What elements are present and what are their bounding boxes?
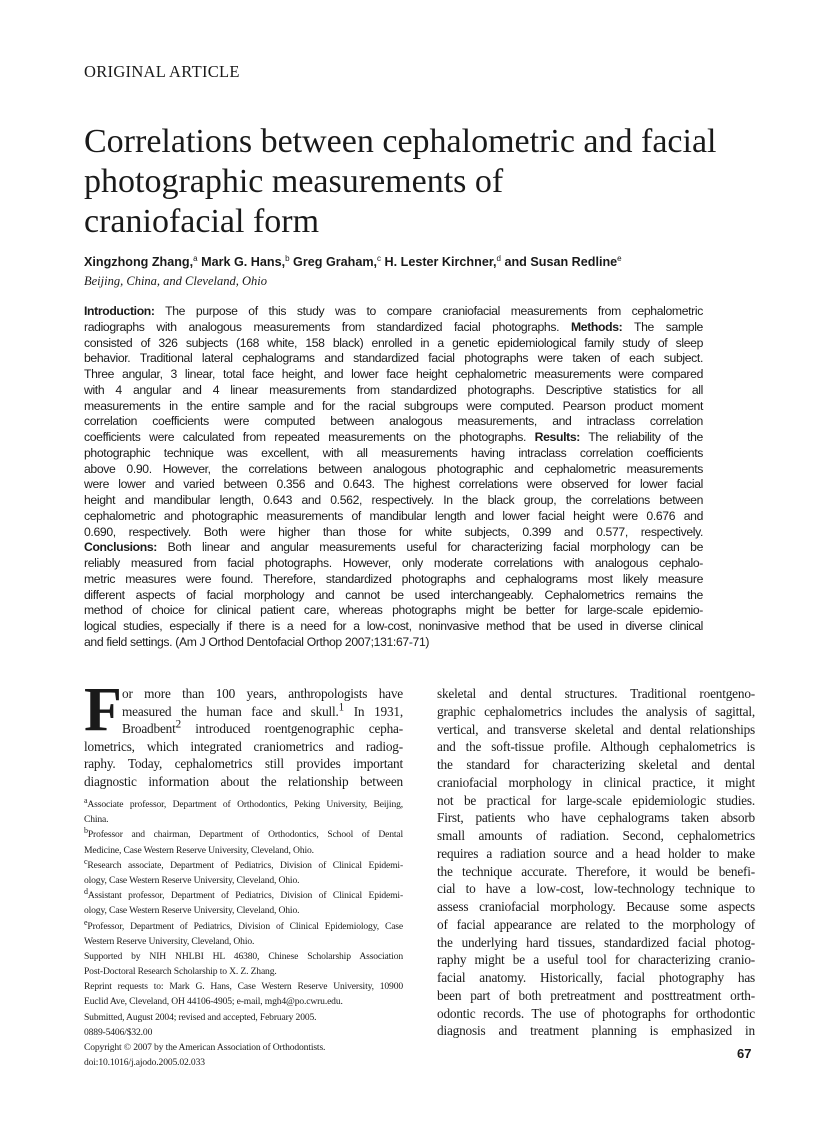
footnotes — [84, 797, 403, 1070]
body-line: facial anatomy. Historically, facial photography has — [437, 970, 755, 985]
body-line — [84, 773, 403, 791]
abstract-line — [84, 462, 703, 478]
footnote-mark: e — [84, 917, 88, 927]
footnote-text: ology, Case Western Reserve University, Cleveland, Ohio. — [84, 874, 300, 886]
footnote-line — [84, 827, 403, 842]
title-line: craniofacial form — [84, 203, 320, 240]
abstract-text: cephalometric and photographic measurements of mandibular length and lower facial height were 0.676 and — [84, 508, 703, 523]
abstract-line — [84, 351, 703, 367]
body-text: introduced roentgenographic cepha- — [180, 721, 403, 737]
body-line: the underlying hard tissues, standardized facial photog- — [437, 934, 755, 950]
footnote-mark: b — [84, 826, 88, 836]
body-text: diagnostic information about the relationship between — [84, 773, 403, 789]
abstract-line — [84, 446, 703, 462]
body-column-right — [437, 685, 755, 1040]
abstract-text: with 4 angular and 4 linear measurements from standardized photographs. Descriptive statistics for all — [84, 382, 703, 397]
abstract-section-label: Conclusions: — [84, 540, 157, 555]
footnote-line — [84, 964, 403, 979]
footnote-text: China. — [84, 814, 109, 826]
abstract-text: height and mandibular length, 0.643 and 0.562, respectively. In the black group, the correlations between — [84, 493, 703, 507]
abstract-text: and field settings. (Am J Orthod Dentofacial Orthop 2007;131:67-71) — [84, 634, 430, 649]
body-text: raphy. Today, cephalometrics still provides important — [84, 756, 403, 772]
footnote-line — [84, 797, 403, 812]
footnote-line — [84, 919, 403, 934]
abstract-text: The purpose of this study was to compare craniofacial measurements from cephalometric — [154, 304, 703, 318]
body-line — [84, 720, 403, 738]
abstract-section-label: Methods: — [570, 319, 623, 334]
abstract-text: were lower and varied between 0.356 and 0.643. The highest correlations were observed for lower facial — [84, 477, 703, 492]
abstract-line — [84, 619, 703, 635]
footnote-line — [84, 949, 403, 964]
footnote-text: Euclid Ave, Cleveland, OH 44106-4905; e-mail, mgh4@po.cwru.edu. — [84, 996, 343, 1008]
abstract-text: logical studies, especially if there is a need for a low-cost, noninvasive method that be used in diverse clinical — [84, 619, 703, 633]
body-line — [84, 738, 403, 756]
abstract-text: Three angular, 3 linear, total face height, and lower face height cephalometric measurements were compared — [84, 367, 703, 381]
abstract-text: metric measures were found. Therefore, standardized photographs and cephalograms most likely measure — [84, 571, 703, 586]
footnote-text: Reprint requests to: Mark G. Hans, Case Western Reserve University, 10900 — [84, 981, 403, 993]
footnote-line — [84, 903, 403, 918]
abstract-text: consisted of 326 subjects (168 white, 158 black) enrolled in a genetic epidemiological family study of sleep — [84, 335, 703, 350]
abstract-section-label: Results: — [534, 430, 580, 444]
abstract-line — [84, 320, 703, 336]
footnote-line — [84, 979, 403, 994]
abstract-line — [84, 572, 703, 588]
author-name: Xingzhong Zhang, — [84, 255, 194, 269]
reference-mark: 1 — [338, 701, 344, 714]
abstract-text: measurements in the entire sample and for the racial subgroups were computed. Pearson product moment — [84, 398, 703, 413]
author-affiliation-mark: d — [496, 253, 501, 263]
abstract-text: radiographs with analogous measurements from standardized facial photographs. — [84, 319, 571, 334]
body-line: vertical, and transverse skeletal and dental relationships — [437, 721, 755, 737]
body-text: In 1931, — [343, 703, 403, 719]
author-list — [84, 255, 622, 269]
abstract-text: photographic technique was excellent, with all measurements having intraclass correlation coefficients — [84, 445, 703, 460]
affiliation: Beijing, China, and Cleveland, Ohio — [84, 274, 267, 288]
footnote-mark: d — [84, 886, 88, 896]
abstract-line — [84, 603, 703, 619]
author-name: H. Lester Kirchner, — [381, 255, 497, 269]
abstract-text: method of choice for clinical patient care, whereas photographs might be better for large-scale epidemio- — [84, 603, 703, 618]
footnote-text: Medicine, Case Western Reserve University, Cleveland, Ohio. — [84, 844, 314, 856]
footnote-text: Submitted, August 2004; revised and accepted, February 2005. — [84, 1011, 317, 1023]
footnote-text: Professor, Department of Pediatrics, Division of Clinical Epidemiology, Case — [87, 920, 403, 932]
body-line: not be practical for large-scale epidemiologic studies. — [437, 792, 755, 808]
body-line — [84, 685, 403, 703]
body-line: assess craniofacial morphology. Because some aspects — [437, 899, 755, 914]
body-line: odontic records. The use of photographs for orthodontic — [437, 1005, 755, 1021]
footnote-text: Supported by NIH NHLBI HL 46380, Chinese Scholarship Association — [84, 950, 403, 962]
footnote-line — [84, 934, 403, 949]
abstract-line — [84, 635, 703, 651]
footnote-line — [84, 1040, 403, 1055]
body-line: raphy might be a useful tool for characterizing cranio- — [437, 952, 755, 968]
footnote-text: Assistant professor, Department of Pediatrics, Division of Clinical Epidemi- — [87, 890, 403, 902]
abstract-line — [84, 383, 703, 399]
body-line: and the soft-tissue profile. Although cephalometrics is — [437, 739, 755, 755]
body-text: or more than 100 years, anthropologists have — [122, 686, 403, 701]
footnote-line — [84, 888, 403, 903]
footnote-line — [84, 873, 403, 888]
footnote-text: Research associate, Department of Pediatrics, Division of Clinical Epidemi- — [87, 859, 403, 871]
abstract-line — [84, 588, 703, 604]
footnote-text: Post-Doctoral Research Scholarship to X. Z. Zhang. — [84, 966, 277, 978]
body-text: measured the human face and skull. — [122, 703, 339, 719]
abstract-text: above 0.90. However, the correlations between analogous photographic and cephalometric measurements — [84, 461, 703, 476]
abstract-text: The sample — [622, 319, 703, 334]
footnote-line — [84, 994, 403, 1009]
footnote-line — [84, 1055, 403, 1070]
body-text: lometrics, which integrated craniometrics and radiog- — [84, 738, 403, 754]
abstract-line — [84, 414, 703, 430]
body-line: the standard for characterizing skeletal and dental — [437, 757, 755, 772]
body-line: small amounts of radiation. Second, cephalometrics — [437, 828, 755, 843]
body-text: Broadbent — [122, 721, 176, 737]
article-title — [84, 122, 784, 242]
abstract-text: reliably measured from facial photographs. However, only moderate correlations with analogous cephalo- — [84, 556, 703, 570]
abstract-line — [84, 430, 703, 446]
body-line: of facial appearance are related to the morphology of — [437, 916, 755, 932]
page-number: 67 — [737, 1046, 752, 1061]
footnote-text: Copyright © 2007 by the American Association of Orthodontists. — [84, 1042, 326, 1053]
body-line — [84, 703, 403, 721]
author-affiliation-mark: e — [617, 253, 622, 263]
author-affiliation-mark: a — [193, 253, 198, 263]
drop-cap: F — [84, 676, 122, 744]
footnote-line — [84, 858, 403, 873]
body-line: skeletal and dental structures. Traditional roentgeno- — [437, 686, 755, 701]
footnote-text: Professor and chairman, Department of Orthodontics, School of Dental — [87, 829, 403, 841]
footnote-mark: c — [84, 856, 88, 866]
body-line: graphic cephalometrics includes the analysis of sagittal, — [437, 703, 755, 719]
reference-mark: 2 — [175, 718, 181, 731]
abstract-line — [84, 525, 703, 541]
footnote-text: 0889-5406/$32.00 — [84, 1026, 153, 1038]
abstract-text: coefficients were calculated from repeated measurements on the photographs. — [84, 430, 535, 444]
author-affiliation-mark: b — [285, 253, 290, 263]
abstract-line — [84, 493, 703, 509]
footnote-text: Western Reserve University, Cleveland, Ohio. — [84, 935, 255, 947]
abstract-line — [84, 304, 703, 320]
abstract-line — [84, 540, 703, 556]
footnote-text: ology, Case Western Reserve University, Cleveland, Ohio. — [84, 905, 300, 917]
footnote-mark: a — [84, 795, 88, 805]
abstract-line — [84, 509, 703, 525]
abstract-line — [84, 336, 703, 352]
body-line — [84, 755, 403, 773]
author-name: Mark G. Hans, — [197, 255, 286, 269]
body-line: the technique accurate. Therefore, it would be benefi- — [437, 863, 755, 879]
body-line: diagnosis and treatment planning is emphasized in — [437, 1023, 755, 1039]
body-line: First, patients who have cephalograms taken absorb — [437, 810, 755, 826]
body-line: been part of both pretreatment and posttreatment orth- — [437, 987, 755, 1003]
footnote-line — [84, 843, 403, 858]
abstract-text: 0.690, respectively. Both were higher than those for white subjects, 0.399 and 0.577, respectively. — [84, 524, 703, 539]
abstract-line — [84, 367, 703, 383]
body-line: cial to have a low-cost, low-technology technique to — [437, 881, 755, 897]
abstract-line — [84, 399, 703, 415]
footnote-text: doi:10.1016/j.ajodo.2005.02.033 — [84, 1057, 205, 1069]
abstract-text: different aspects of facial morphology and cannot be used interchangeably. Cephalometrics remains the — [84, 587, 703, 602]
body-column-left — [84, 685, 403, 791]
footnote-line — [84, 812, 403, 827]
footnote-line — [84, 1025, 403, 1040]
body-line: requires a radiation source and a head holder to make — [437, 845, 755, 861]
author-name: and Susan Redline — [500, 255, 618, 269]
author-affiliation-mark: c — [377, 253, 382, 263]
abstract — [84, 304, 703, 651]
footnote-line — [84, 1010, 403, 1025]
footnote-text: Associate professor, Department of Orthodontics, Peking University, Beijing, — [87, 799, 403, 810]
abstract-line — [84, 477, 703, 493]
title-line: photographic measurements of — [84, 163, 504, 200]
title-line: Correlations between cephalometric and facial — [84, 123, 717, 160]
abstract-text: Both linear and angular measurements useful for characterizing facial morphology can be — [157, 540, 703, 555]
abstract-text: correlation coefficients were computed between analogous measurements, and intraclass correlation — [84, 414, 703, 429]
abstract-section-label: Introduction: — [84, 304, 155, 318]
abstract-text: behavior. Traditional lateral cephalograms and standardized facial photographs were taken of each subject. — [84, 351, 703, 366]
body-line: craniofacial morphology in clinical practice, it might — [437, 774, 755, 790]
section-label: ORIGINAL ARTICLE — [84, 62, 240, 81]
abstract-line — [84, 556, 703, 572]
author-name: Greg Graham, — [289, 255, 378, 269]
abstract-text: The reliability of the — [579, 430, 703, 444]
